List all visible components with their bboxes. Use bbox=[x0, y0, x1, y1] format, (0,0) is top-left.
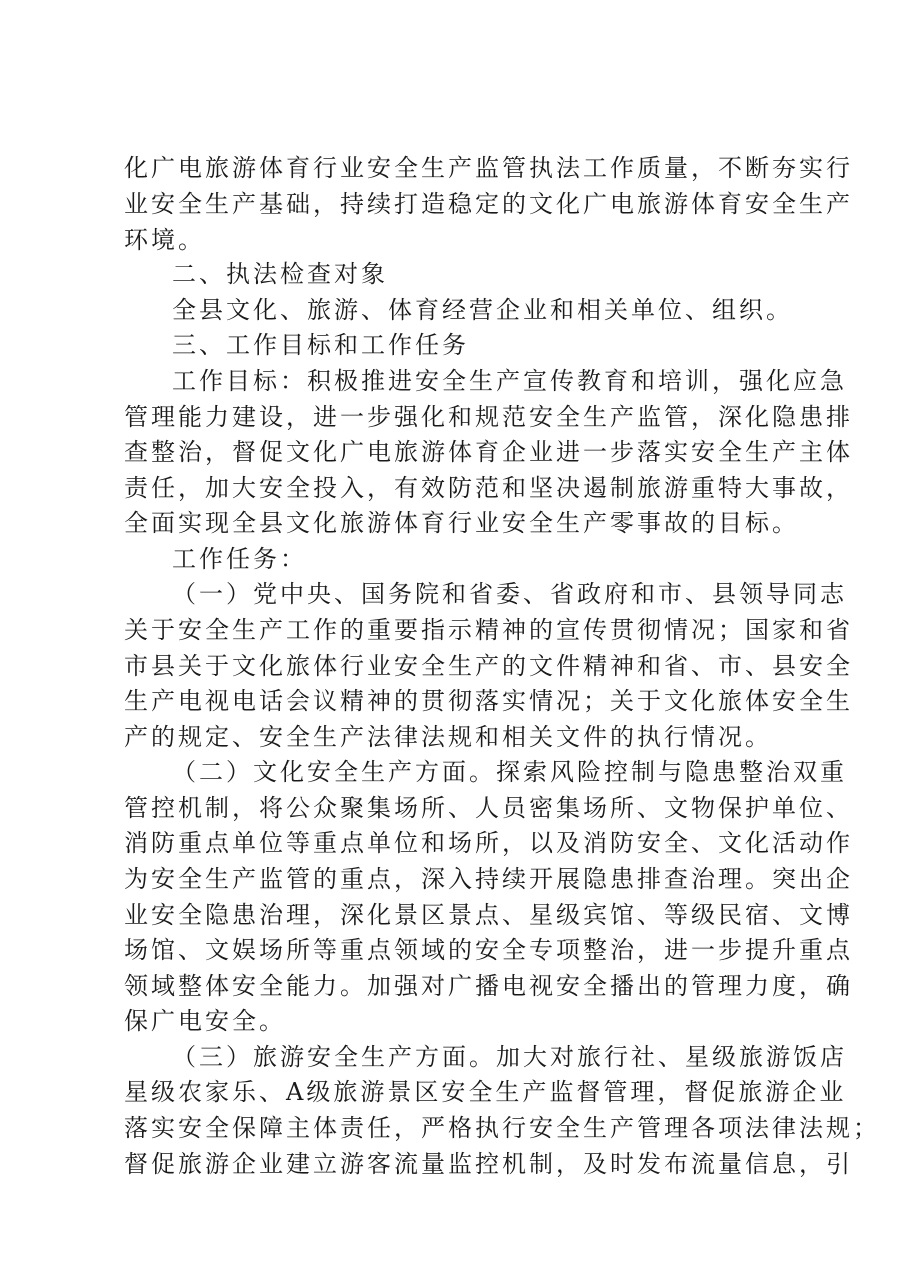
text-line: 全县文化、旅游、体育经营企业和相关单位、组织。 bbox=[172, 296, 793, 324]
text-line: 全面实现全县文化旅游体育行业安全生产零事故的目标。 bbox=[124, 509, 799, 537]
text-line: 保广电安全。 bbox=[124, 1007, 286, 1035]
text-line: （一）党中央、国务院和省委、省政府和市、县领导同志 bbox=[172, 580, 847, 608]
text-line: 管控机制，将公众聚集场所、人员密集场所、文物保护单位、 bbox=[124, 794, 853, 822]
text-line: 星级农家乐、A级旅游景区安全生产监督管理，督促旅游企业 bbox=[124, 1078, 847, 1106]
text-line: 环境。 bbox=[124, 226, 205, 254]
text-line: 业安全生产基础，持续打造稳定的文化广电旅游体育安全生产 bbox=[124, 190, 853, 218]
text-line: 市县关于文化旅体行业安全生产的文件精神和省、市、县安全 bbox=[124, 652, 853, 680]
text-line: 业安全隐患治理，深化景区景点、星级宾馆、等级民宿、文博 bbox=[124, 901, 853, 929]
text-line: 查整治，督促文化广电旅游体育企业进一步落实安全生产主体 bbox=[124, 438, 853, 466]
text-line: 消防重点单位等重点单位和场所，以及消防安全、文化活动作 bbox=[124, 829, 853, 857]
text-line: 工作任务： bbox=[172, 545, 307, 573]
text-line: 生产电视电话会议精神的贯彻落实情况；关于文化旅体安全生 bbox=[124, 687, 853, 715]
text-line: （二）文化安全生产方面。探索风险控制与隐患整治双重 bbox=[172, 758, 847, 786]
text-line: 落实安全保障主体责任，严格执行安全生产管理各项法律法规； bbox=[124, 1114, 880, 1142]
text-line: （三）旅游安全生产方面。加大对旅行社、星级旅游饭店 bbox=[172, 1043, 847, 1071]
text-line: 管理能力建设，进一步强化和规范安全生产监管，深化隐患排 bbox=[124, 403, 853, 431]
section-heading: 三、工作目标和工作任务 bbox=[172, 331, 469, 359]
text-line: 工作目标：积极推进安全生产宣传教育和培训，强化应急 bbox=[172, 367, 847, 395]
text-line: 督促旅游企业建立游客流量监控机制，及时发布流量信息，引 bbox=[124, 1150, 853, 1178]
text-line: 为安全生产监管的重点，深入持续开展隐患排查治理。突出企 bbox=[124, 865, 853, 893]
text-line: 领域整体安全能力。加强对广播电视安全播出的管理力度，确 bbox=[124, 972, 853, 1000]
text-line: 场馆、文娱场所等重点领域的安全专项整治，进一步提升重点 bbox=[124, 936, 853, 964]
text-line: 产的规定、安全生产法律法规和相关文件的执行情况。 bbox=[124, 723, 772, 751]
section-heading: 二、执法检查对象 bbox=[172, 260, 388, 288]
text-line: 关于安全生产工作的重要指示精神的宣传贯彻情况；国家和省 bbox=[124, 616, 853, 644]
text-line: 责任，加大安全投入，有效防范和坚决遏制旅游重特大事故， bbox=[124, 474, 853, 502]
text-line: 化广电旅游体育行业安全生产监管执法工作质量，不断夯实行 bbox=[124, 154, 853, 182]
